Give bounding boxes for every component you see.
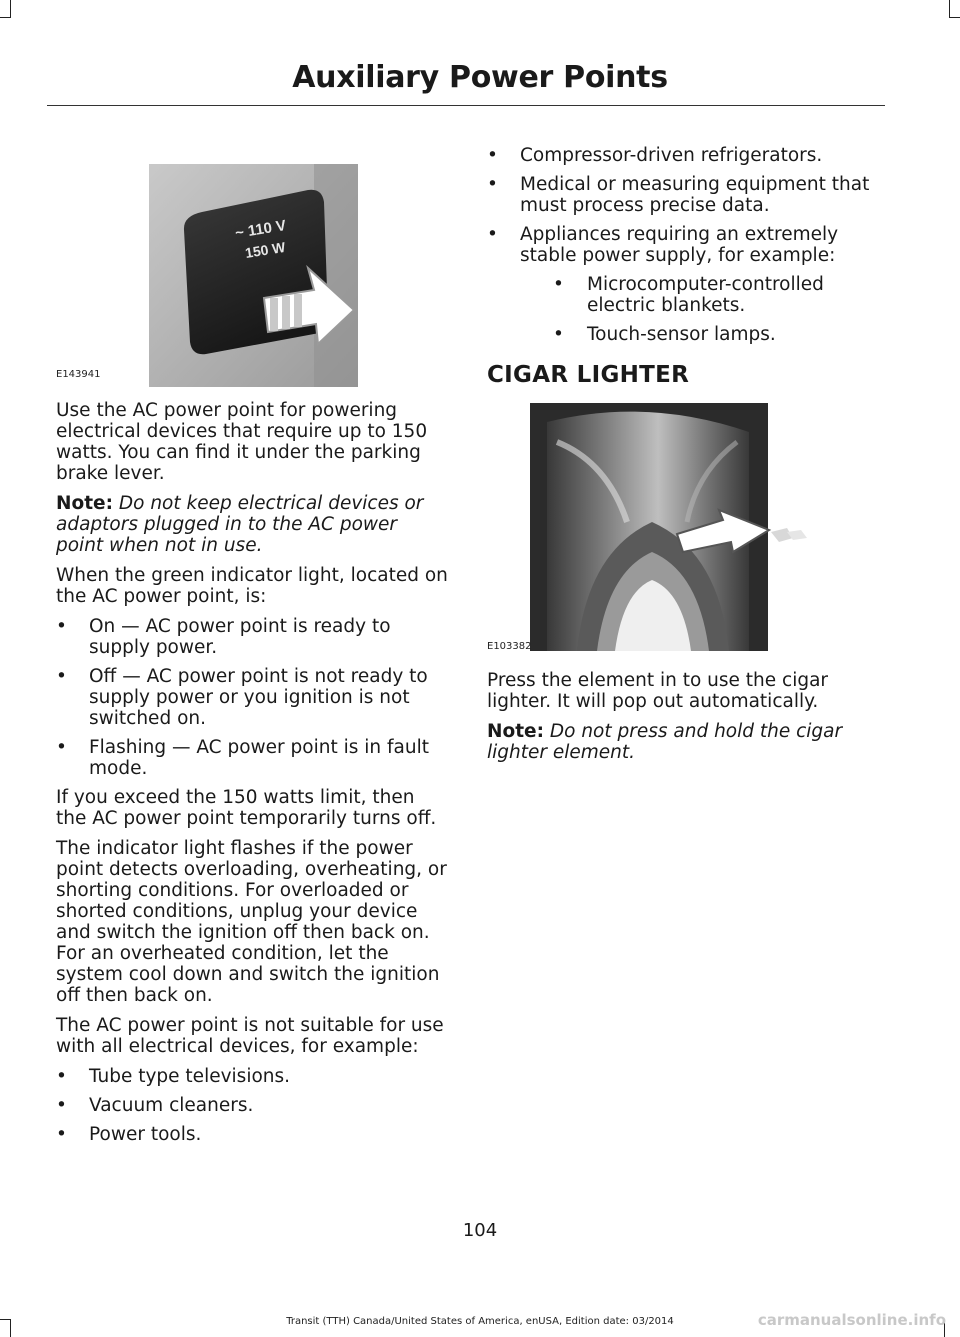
outlet-watts-label: 150 W xyxy=(243,238,287,261)
list-item-text: Off — AC power point is not ready to supply power or you ignition is not switched on. xyxy=(89,666,428,729)
press-paragraph: Press the element in to use the cigar lighter. It will pop out automatically. xyxy=(487,670,829,712)
exceed-paragraph: If you exceed the 150 watts limit, then the AC power point temporarily turns off. xyxy=(56,787,437,829)
list-item-text: Appliances requiring an extremely stable power supply, for example: xyxy=(520,224,839,266)
note-text: Do not keep electrical devices or adaptors plugged in to the AC power point when not in use. xyxy=(56,493,424,556)
sub-device-list xyxy=(553,274,887,345)
list-item: • Power tools. xyxy=(56,1124,202,1145)
ac-outlet-illustration xyxy=(56,140,450,388)
watermark: carmanualsonline.info xyxy=(757,1311,946,1329)
list-item: • Flashing — AC power point is in fault mode. xyxy=(56,737,429,779)
crop-mark xyxy=(949,0,950,18)
footer-edition-text: Transit (TTH) Canada/United States of America, enUSA, Edition date: 03/2014 xyxy=(286,1316,674,1327)
list-item: • Touch-sensor lamps. xyxy=(553,324,776,345)
outlet-voltage-label: ~ 110 V xyxy=(233,217,288,242)
flash-info-paragraph: The indicator light flashes if the power point detects overloading, overheating, or shorting conditions. For overloaded or shorted conditions, unplug your device and switch the ignition off then back on. For an overheated condition, let the system cool down and switch the ignition off then back on. xyxy=(56,838,447,1006)
unsuitable-device-list xyxy=(56,1066,450,1145)
note-label: Note: xyxy=(56,493,113,514)
note-paragraph xyxy=(487,721,887,763)
section-heading: CIGAR LIGHTER xyxy=(487,362,690,388)
crop-mark xyxy=(10,0,11,18)
list-item-text: Tube type televisions. xyxy=(89,1066,291,1087)
note-label: Note: xyxy=(487,721,544,742)
list-item-text: Touch-sensor lamps. xyxy=(587,324,776,345)
figure-code: E143941 xyxy=(56,369,101,380)
list-item-text: Flashing — AC power point is in fault mode. xyxy=(89,737,429,779)
cigar-lighter-figure xyxy=(487,402,887,652)
ac-intro-paragraph: Use the AC power point for powering electrical devices that require up to 150 watts. You can find it under the parking brake lever. xyxy=(56,400,428,484)
list-item: • Appliances requiring an extremely stable power supply, for example: • Microcomputer-controlled electric blankets. • Touch-sensor lamps. xyxy=(487,224,887,345)
cigar-lighter-illustration xyxy=(487,402,887,652)
indicator-state-list xyxy=(56,616,450,779)
left-column xyxy=(56,140,450,1153)
list-item-text: Medical or measuring equipment that must process precise data. xyxy=(520,174,870,216)
list-item: • Compressor-driven refrigerators. xyxy=(487,145,823,166)
page-title: Auxiliary Power Points xyxy=(292,60,668,95)
list-item-text: Compressor-driven refrigerators. xyxy=(520,145,823,166)
indicator-intro: When the green indicator light, located on the AC power point, is: xyxy=(56,565,448,607)
crop-mark xyxy=(949,17,960,18)
note-text: Do not press and hold the cigar lighter element. xyxy=(487,721,843,763)
note-paragraph xyxy=(56,493,450,556)
ac-power-point-figure xyxy=(56,140,450,388)
header-divider xyxy=(47,105,885,106)
list-item-text: Microcomputer-controlled electric blankets. xyxy=(587,274,824,316)
list-item: • Medical or measuring equipment that must process precise data. xyxy=(487,174,870,216)
unsuitable-device-list-continued xyxy=(487,145,887,345)
crop-mark xyxy=(0,17,11,18)
list-item: • Off — AC power point is not ready to supply power or you ignition is not switched on. xyxy=(56,666,428,729)
list-item-text: Power tools. xyxy=(89,1124,202,1145)
right-column xyxy=(487,145,887,772)
list-item: • On — AC power point is ready to supply power. xyxy=(56,616,391,658)
list-item: • Microcomputer-controlled electric blankets. xyxy=(553,274,824,316)
list-item-text: On — AC power point is ready to supply power. xyxy=(89,616,391,658)
figure-code: E103382 xyxy=(487,641,532,652)
list-item-text: Vacuum cleaners. xyxy=(89,1095,254,1116)
list-item: • Tube type televisions. xyxy=(56,1066,291,1087)
not-suitable-paragraph: The AC power point is not suitable for use with all electrical devices, for example: xyxy=(56,1015,444,1057)
page-number: 104 xyxy=(462,1220,498,1241)
list-item: • Vacuum cleaners. xyxy=(56,1095,254,1116)
